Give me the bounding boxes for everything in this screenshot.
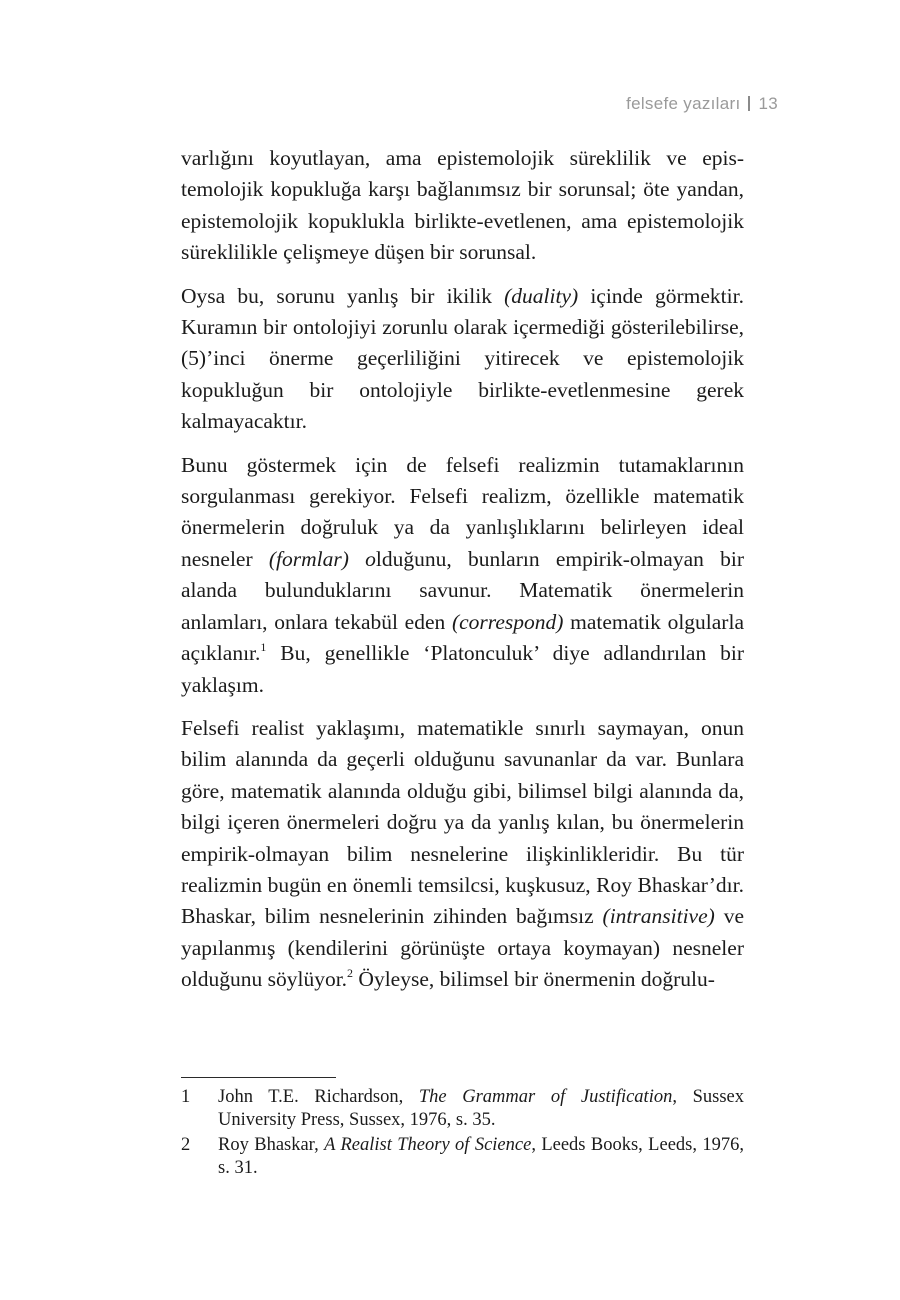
paragraph-4: [181, 713, 744, 996]
paragraph-text: matematik olgularla açıklanır.: [181, 609, 744, 666]
paragraph-text: lduğunu, bunların empirik-olmayan bir alanda bulunduklarını savunur. Matematik önermelerin anlamları, onlara tekabül eden: [181, 546, 744, 634]
paragraph-2: [181, 281, 744, 438]
paragraph-text: içinde görmektir. Kuramın bir ontolojiyi zorunlu olarak içermediği gösterilebilirse, (5)’inci önerme geçerliliğini yitirecek ve epistemolojik kopukluğun bir ontolojiyle birlikte-evetlenmesine gerek kalmayacaktır.: [181, 283, 744, 434]
footnote-text: [218, 1134, 744, 1180]
italic-term-intransitive: (intransitive): [602, 904, 715, 929]
running-head: [626, 94, 778, 114]
body-text: [181, 143, 744, 996]
italic-term-duality: (duality): [504, 283, 579, 308]
paragraph-3: [181, 450, 744, 701]
footnote-book-title: A Realist Theory of Science: [324, 1135, 532, 1155]
footnote-author: John T.E. Richardson,: [218, 1087, 419, 1107]
footnote-reference: 2: [347, 966, 354, 981]
section-title: felsefe yazıları: [626, 94, 741, 113]
footnote-text: [218, 1086, 744, 1132]
footnote-author: Roy Bhaskar,: [218, 1135, 325, 1155]
footnote-divider: [181, 1077, 336, 1078]
footnote-book-title: The Grammar of Justification: [418, 1087, 673, 1107]
paragraph-text: ve yapılanmış (kendilerini görünüşte ortaya koymayan) nesneler olduğunu söylüyor.: [181, 904, 744, 992]
paragraph-text: Bunu göstermek için de felsefi realizmin tutamaklarının sorgulanması gerekiyor. Felsefi realizm, özellikle matematik önermelerin doğruluk ya da yanlışlıklarını belirleyen ideal nesneler: [181, 452, 744, 571]
footnote-number: 1: [181, 1087, 191, 1107]
paragraph-text: Öyleyse, bilimsel bir önermenin doğrulu-: [353, 967, 715, 992]
footnote-1: [181, 1086, 744, 1132]
paragraph-text: Bu, genellikle ‘Platonculuk’ diye adlandırılan bir yaklaşım.: [181, 641, 744, 697]
footnote-2: [181, 1134, 744, 1180]
header-separator: [748, 96, 750, 111]
footnote-reference: 1: [260, 640, 267, 655]
italic-term-correspond: (correspond): [451, 609, 564, 634]
page-number: 13: [758, 94, 778, 113]
footnote-publication: , Leeds Books, Leeds, 1976, s. 31.: [218, 1135, 744, 1178]
italic-term-formlar: (formlar) o: [268, 546, 376, 571]
paragraph-text: Felsefi realist yaklaşımı, matematikle sınırlı saymayan, onun bilim alanında da geçerli olduğunu savunanlar da var. Bunlara göre, matematik alanında olduğu gibi, bilimsel bilgi alanında da, bilgi içeren önermeleri doğru ya da yanlış kılan, bu önermelerin empirik-olmayan bilim nesnelerine ilişkinlikleridir. Bu tür realizmin bugün en önemli temsilcsi, kuşkusuz, Roy Bhaskar’dır. Bhaskar, bilim nesnelerinin zihinden bağımsız: [181, 715, 744, 929]
footnote-publication: , Sussex University Press, Sussex, 1976, s. 35.: [218, 1087, 744, 1130]
paragraph-text: Oysa bu, sorunu yanlış bir ikilik: [181, 283, 505, 308]
footnotes: [181, 1086, 744, 1182]
paragraph-text: varlığını koyutlayan, ama epistemolojik süreklilik ve epistemolojik kopukluğa karşı bağlanımsız bir sorunsal; öte yandan, epistemolojik kopuklukla birlikte-evetlenen, ama epistemolojik süreklilikle çelişmeye düşen bir sorunsal.: [181, 146, 744, 265]
footnote-number: 2: [181, 1135, 191, 1155]
paragraph-1: [181, 143, 744, 269]
